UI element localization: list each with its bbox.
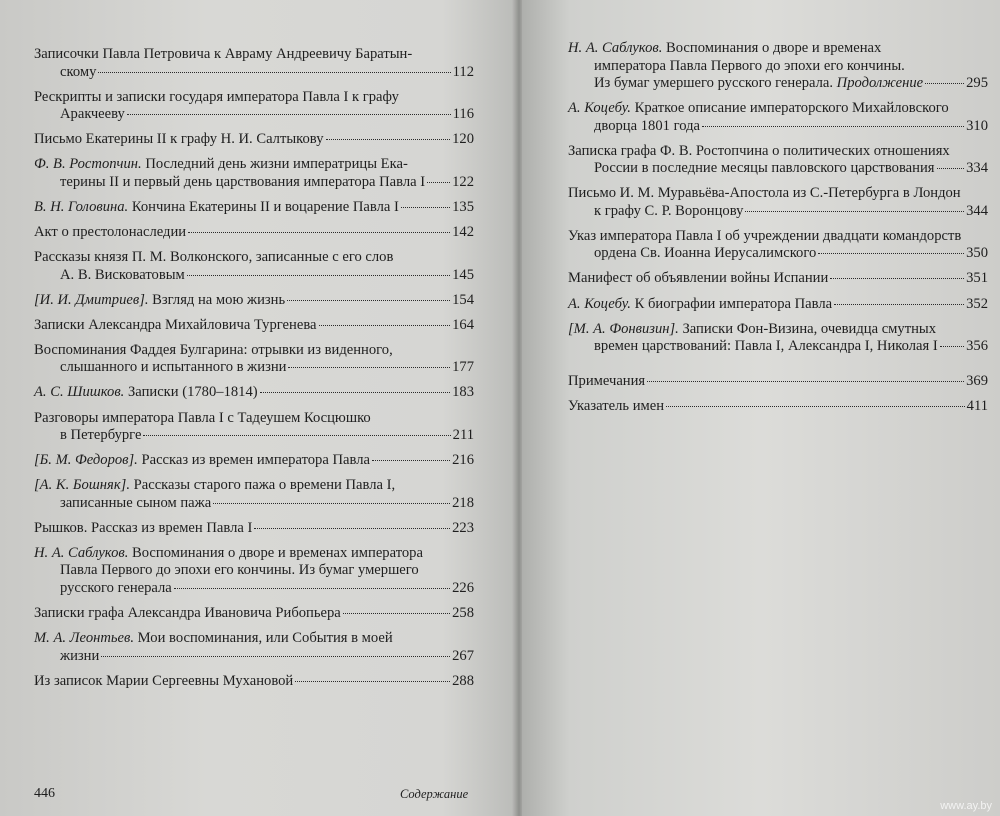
entry-page-number: 116 (452, 106, 474, 123)
toc-right (568, 40, 988, 423)
toc-entry-line (34, 46, 474, 64)
dot-leader (427, 182, 450, 183)
dot-leader (188, 232, 450, 233)
entry-text: М. А. Леонтьев. Мои воспоминания, или События в моей (34, 630, 393, 647)
entry-author: В. Н. Головина. (34, 198, 129, 215)
toc-entry (568, 100, 988, 135)
toc-entry-line (568, 58, 988, 76)
entry-author: [А. К. Бошняк]. (34, 477, 130, 494)
toc-entry-line (568, 321, 988, 339)
toc-entry-line (34, 174, 474, 192)
entry-author: [Б. М. Федоров]. (34, 452, 138, 469)
right-page (522, 0, 1000, 816)
dot-leader (127, 114, 451, 115)
toc-entry (568, 321, 988, 356)
entry-text: Письмо И. М. Муравьёва-Апостола из С.-Петербурга в Лондон (568, 185, 961, 202)
entry-text: Н. А. Саблуков. Воспоминания о дворе и временах (568, 40, 882, 56)
toc-entry (34, 156, 474, 191)
toc-entry (34, 630, 474, 665)
toc-entry (34, 452, 474, 470)
entry-text: скому (60, 63, 97, 80)
toc-entry-line (568, 373, 988, 391)
toc-entry-line (34, 477, 474, 495)
dot-leader (213, 503, 450, 504)
entry-page-number: 369 (966, 373, 988, 390)
toc-entry-line (34, 106, 474, 124)
entry-text: Записка графа Ф. В. Ростопчина о политических отношениях (568, 142, 950, 159)
dot-leader (745, 211, 964, 212)
entry-text: А. В. Висковатовым (60, 266, 185, 283)
entry-text: А. Коцебу. Краткое описание императорского Михайловского (568, 100, 949, 117)
toc-entry (34, 477, 474, 512)
dot-leader (937, 168, 965, 169)
dot-leader (174, 588, 450, 589)
entry-text: Указ императора Павла I об учреждении двадцати командорств (568, 227, 962, 244)
entry-page-number: 183 (452, 384, 474, 401)
toc-entry-line (34, 452, 474, 470)
toc-entry (568, 40, 988, 93)
entry-text: Ф. В. Ростопчин. Последний день жизни императрицы Ека- (34, 156, 408, 173)
entry-text: Н. А. Саблуков. Воспоминания о дворе и временах императора (34, 544, 423, 561)
dot-leader (101, 656, 450, 657)
toc-entry-line (34, 545, 474, 563)
toc-entry (34, 89, 474, 124)
dot-leader (98, 72, 450, 73)
entry-page-number: 177 (452, 359, 474, 376)
toc-entry-line (34, 199, 474, 217)
dot-leader (343, 613, 450, 614)
entry-page-number: 142 (452, 223, 474, 240)
toc-entry (34, 131, 474, 149)
toc-entry-line (34, 384, 474, 402)
toc-entry-line (34, 89, 474, 107)
toc-entry-line (34, 342, 474, 360)
entry-text: Рассказы князя П. М. Волконского, записанные с его слов (34, 249, 394, 266)
toc-entry-line (568, 203, 988, 221)
toc-entry-line (568, 228, 988, 246)
toc-entry-line (568, 75, 988, 93)
entry-text: Рескрипты и записки государя императора Павла I к графу (34, 88, 399, 105)
entry-text: Примечания (568, 373, 646, 390)
entry-text: Из записок Марии Сергеевны Мухановой (34, 672, 294, 689)
entry-page-number: 352 (966, 295, 988, 312)
toc-entry (34, 410, 474, 445)
dot-leader (925, 83, 964, 84)
running-title: Содержание (400, 787, 469, 801)
watermark: www.ay.by (940, 800, 992, 812)
entry-text: [Б. М. Федоров]. Рассказ из времен императора Павла (34, 452, 370, 469)
entry-page-number: 122 (452, 173, 474, 190)
toc-entry-line (568, 40, 988, 58)
entry-page-number: 135 (452, 198, 474, 215)
entry-page-number: 218 (452, 494, 474, 511)
entry-page-number: 334 (966, 160, 988, 177)
entry-page-number: 223 (452, 519, 474, 536)
entry-text: к графу С. Р. Воронцову (594, 202, 744, 219)
entry-author: Н. А. Саблуков. (34, 544, 129, 561)
entry-page-number: 226 (452, 579, 474, 596)
toc-entry-line (34, 605, 474, 623)
entry-text: Указатель имен (568, 398, 665, 415)
toc-entry-line (568, 296, 988, 314)
toc-entry (34, 46, 474, 81)
entry-page-number: 216 (452, 452, 474, 469)
toc-entry (568, 228, 988, 263)
entry-text: России в последние месяцы павловского царствования (594, 160, 935, 177)
dot-leader (143, 435, 450, 436)
entry-author: А. С. Шишков. (34, 384, 125, 401)
toc-entry (568, 143, 988, 178)
entry-text: в Петербурге (60, 427, 142, 444)
entry-text: [И. И. Дмитриев]. Взгляд на мою жизнь (34, 291, 286, 308)
dot-leader (834, 304, 964, 305)
entry-author: Н. А. Саблуков. (568, 40, 663, 56)
toc-entry-line (34, 292, 474, 310)
entry-text: А. Коцебу. К биографии императора Павла (568, 295, 833, 312)
entry-text: императора Павла Первого до эпохи его кончины. (594, 57, 905, 74)
entry-text: Павла Первого до эпохи его кончины. Из бумаг умершего (60, 562, 419, 579)
page-number: 446 (34, 786, 55, 801)
entry-text: Письмо Екатерины II к графу Н. И. Салтыкову (34, 131, 324, 148)
entry-note: Продолжение (836, 75, 924, 91)
dot-leader (818, 253, 964, 254)
entry-page-number: 411 (966, 398, 988, 415)
entry-page-number: 350 (966, 245, 988, 262)
toc-entry-line (568, 143, 988, 161)
toc-entry (34, 384, 474, 402)
dot-leader (940, 346, 964, 347)
toc-entry-line (34, 317, 474, 335)
toc-entry (34, 342, 474, 377)
entry-text: [М. А. Фонвизин]. Записки Фон-Визина, очевидца смутных (568, 320, 936, 337)
toc-entry-line (568, 118, 988, 136)
toc-entry (34, 292, 474, 310)
dot-leader (254, 528, 450, 529)
entry-text: ордена Св. Иоанна Иерусалимского (594, 245, 817, 262)
entry-author: Ф. В. Ростопчин. (34, 156, 142, 173)
toc-entry (34, 249, 474, 284)
toc-entry (568, 398, 988, 416)
toc-entry-line (568, 270, 988, 288)
toc-entry-line (34, 156, 474, 174)
entry-page-number: 310 (966, 117, 988, 134)
entry-page-number: 154 (452, 291, 474, 308)
toc-entry-line (34, 630, 474, 648)
entry-text: времен царствований: Павла I, Александра I, Николая I (594, 338, 938, 355)
entry-page-number: 211 (452, 427, 474, 444)
entry-text: русского генерала (60, 579, 172, 596)
entry-author: М. А. Леонтьев. (34, 630, 135, 647)
toc-entry (34, 317, 474, 335)
dot-leader (326, 139, 451, 140)
toc-entry (34, 199, 474, 217)
entry-page-number: 356 (966, 338, 988, 355)
toc-entry (568, 270, 988, 288)
toc-entry-line (34, 359, 474, 377)
toc-entry (568, 373, 988, 391)
entry-text: записанные сыном пажа (60, 494, 212, 511)
entry-text: Записки Александра Михайловича Тургенева (34, 316, 317, 333)
entry-text: Разговоры императора Павла I с Тадеушем Косцюшко (34, 409, 371, 426)
dot-leader (319, 325, 451, 326)
entry-text: Записочки Павла Петровича к Авраму Андреевичу Баратын- (34, 46, 413, 62)
entry-page-number: 120 (452, 131, 474, 148)
dot-leader (830, 278, 964, 279)
entry-page-number: 112 (452, 63, 474, 80)
dot-leader (702, 126, 964, 127)
entry-text: А. С. Шишков. Записки (1780–1814) (34, 384, 258, 401)
dot-leader (647, 381, 964, 382)
entry-text: жизни (60, 647, 100, 664)
entry-text: В. Н. Головина. Кончина Екатерины II и воцарение Павла I (34, 198, 399, 215)
entry-page-number: 145 (452, 266, 474, 283)
toc-entry-line (34, 224, 474, 242)
entry-text: дворца 1801 года (594, 117, 700, 134)
dot-leader (295, 681, 450, 682)
entry-text: Воспоминания Фаддея Булгарина: отрывки из виденного, (34, 341, 393, 358)
toc-entry-line (34, 131, 474, 149)
toc-entry (34, 545, 474, 598)
toc-left (34, 46, 474, 698)
section-gap (568, 363, 988, 373)
entry-page-number: 258 (452, 605, 474, 621)
dot-leader (187, 275, 450, 276)
entry-text: Из бумаг умершего русского генерала. Продолжение (594, 75, 924, 91)
toc-entry (34, 520, 474, 538)
dot-leader (401, 207, 450, 208)
entry-author: [И. И. Дмитриев]. (34, 291, 149, 308)
toc-entry-line (34, 410, 474, 428)
toc-entry-line (34, 495, 474, 513)
toc-entry-line (568, 338, 988, 356)
toc-entry-line (34, 520, 474, 538)
dot-leader (372, 460, 450, 461)
toc-entry-line (568, 245, 988, 263)
toc-entry-line (568, 398, 988, 416)
entry-author: А. Коцебу. (568, 295, 631, 312)
toc-entry (34, 224, 474, 242)
dot-leader (287, 300, 450, 301)
entry-text: Акт о престолонаследии (34, 223, 187, 240)
entry-text: Аракчееву (60, 106, 125, 123)
entry-page-number: 295 (966, 75, 988, 91)
toc-entry-line (34, 427, 474, 445)
toc-entry-line (568, 100, 988, 118)
entry-author: [М. А. Фонвизин]. (568, 320, 679, 337)
toc-entry (34, 605, 474, 623)
entry-page-number: 288 (452, 672, 474, 689)
entry-page-number: 164 (452, 316, 474, 333)
entry-text: слышанного и испытанного в жизни (60, 359, 287, 376)
toc-entry-line (568, 160, 988, 178)
dot-leader (260, 392, 450, 393)
toc-entry-line (34, 562, 474, 580)
toc-entry (568, 185, 988, 220)
toc-entry-line (34, 648, 474, 666)
entry-text: [А. К. Бошняк]. Рассказы старого пажа о времени Павла I, (34, 477, 396, 494)
toc-entry-line (34, 673, 474, 691)
entry-text: терины II и первый день царствования императора Павла I (60, 173, 426, 190)
entry-text: Рышков. Рассказ из времен Павла I (34, 519, 253, 536)
toc-entry-line (34, 249, 474, 267)
toc-entry-line (34, 267, 474, 285)
toc-entry-line (34, 580, 474, 598)
toc-entry (568, 296, 988, 314)
toc-entry-line (34, 64, 474, 82)
entry-text: Манифест об объявлении войны Испании (568, 270, 829, 287)
entry-author: А. Коцебу. (568, 100, 631, 117)
toc-entry-line (568, 185, 988, 203)
entry-page-number: 344 (966, 202, 988, 219)
entry-page-number: 351 (966, 270, 988, 287)
entry-text: Записки графа Александра Ивановича Рибопьера (34, 605, 341, 621)
dot-leader (666, 406, 965, 407)
entry-page-number: 267 (452, 647, 474, 664)
dot-leader (288, 367, 450, 368)
toc-entry (34, 673, 474, 691)
